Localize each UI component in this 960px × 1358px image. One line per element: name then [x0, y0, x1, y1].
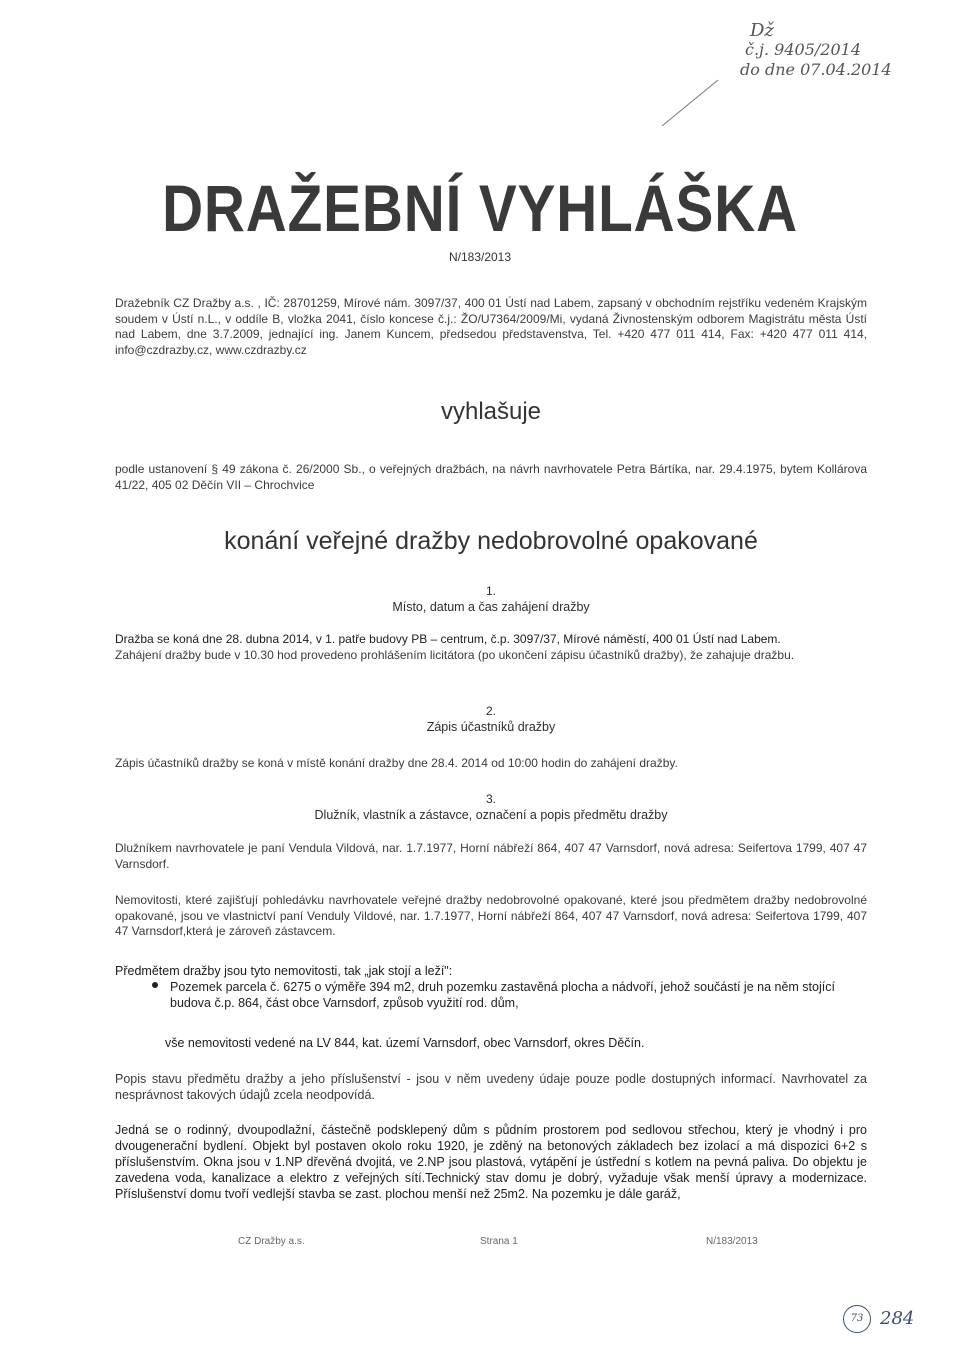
handwritten-note-top-2: č.j. 9405/2014: [745, 40, 862, 59]
auction-type-heading: konání veřejné dražby nedobrovolné opakované: [224, 527, 758, 555]
section-title: Zápis účastníků dražby: [426, 720, 556, 734]
state-note: Popis stavu předmětu dražby a jeho příslušenství - jsou v něm uvedeny údaje pouze podle dostupných informací. Navrhovatel za nesprávnost takových údajů zcela neodpovídá.: [115, 1072, 867, 1102]
subject-item: Pozemek parcela č. 6275 o výměře 394 m2, druh pozemku zastavěná plocha a nádvoří, jehož součástí je na něm stojící budova č.p. 864, část obce Varnsdorf, způsob využití rod. dům,: [170, 980, 835, 1010]
section-number: 1.: [485, 584, 496, 598]
bullet-marker: [152, 982, 158, 988]
legal-basis: podle ustanovení § 49 zákona č. 26/2000 Sb., o veřejných dražbách, na návrh navrhovatele Petra Bártíka, nar. 29.4.1975, bytem Kollárova 41/22, 405 02 Děčín VII – Chrochvice: [115, 462, 867, 492]
pen-stroke-mark: [660, 78, 720, 128]
section-text: Zápis účastníků dražby se koná v místě konání dražby dne 28.4. 2014 od 10:00 hodin do zahájení dražby.: [115, 756, 678, 770]
section-number: 2.: [485, 704, 496, 718]
document-title: DRAŽEBNÍ VYHLÁŠKA: [162, 171, 798, 245]
document-number: N/183/2013: [448, 250, 512, 264]
handwritten-note-top-1: Dž: [750, 20, 774, 41]
section-title: Dlužník, vlastník a zástavce, označení a popis předmětu dražby: [314, 808, 668, 822]
property-description: Jedná se o rodinný, dvoupodlažní, částečně podsklepený dům s půdním prostorem pod sedlovou střechou, který je vhodný i pro dvougenerační bydlení. Objekt byl postaven okolo roku 1920, je zděný na betonových základech bez izolací a má dispozici 6+2 s příslušenstvím. Okna jsou v 1.NP dřevěná dvojitá, ve 2.NP jsou plastová, vytápění je ústřední s kotlem na pevná paliva. Do objektu je zavedena voda, kanalizace a elektro z veřejných sítí.Technický stav domu je dobrý, vyžaduje však menší úpravy a modernizace. Příslušenství domu tvoří vedlejší stavba se zast. plochou menší než 25m2. Na pozemku je dále garáž,: [115, 1123, 867, 1201]
handwritten-note-top-3: do dne 07.04.2014: [740, 60, 892, 79]
footer-doc-number: N/183/2013: [706, 1236, 758, 1247]
subject-heading: Předmětem dražby jsou tyto nemovitosti, tak „jak stojí a leží":: [115, 964, 453, 978]
auctioneer-intro: Dražebník CZ Dražby a.s. , IČ: 28701259, Mírové nám. 3097/37, 400 01 Ústí nad Labem, zapsaný v obchodním rejstříku vedeném Krajským soudem v Ústí n.L., v oddíle B, vložka 2041, číslo koncese č.j.: ŽO/U7364/2009/Mi, vydaná Živnostenským odborem Magistrátu města Ústí nad Labem, dne 3.7.2009, jednající ing. Janem Kuncem, předsedou představenstva, Tel. +420 477 011 414, Fax: +420 477 011 414, info@czdrazby.cz, www.czdrazby.cz: [115, 296, 867, 357]
section-title: Místo, datum a čas zahájení dražby: [392, 600, 590, 614]
announces-heading: vyhlašuje: [440, 398, 542, 425]
page-stamp: 73: [843, 1305, 871, 1333]
section-text: Dlužníkem navrhovatele je paní Vendula Vildová, nar. 1.7.1977, Horní nábřeží 864, 407 47 Varnsdorf, nová adresa: Seifertova 1799, 407 47 Varnsdorf.: [115, 841, 867, 871]
section-text: Zahájení dražby bude v 10.30 hod provedeno prohlášením licitátora (po ukončení zápisu účastníků dražby), že zahajuje dražbu.: [115, 648, 795, 662]
section-text: Dražba se koná dne 28. dubna 2014, v 1. patře budovy PB – centrum, č.p. 3097/37, Mírové náměstí, 400 01 Ústí nad Labem.: [115, 632, 781, 646]
section-text: Nemovitosti, které zajišťují pohledávku navrhovatele veřejné dražby nedobrovolné opakované, které jsou předmětem dražby nedobrovolné opakované, jsou ve vlastnictví paní Venduly Vildové, nar. 1.7.1977, Horní nábřeží 864, 407 47 Varnsdorf, nová adresa: Seifertova 1799, 407 47 Varnsdorf,která je zároveň zástavcem.: [115, 893, 867, 938]
section-number: 3.: [485, 792, 496, 806]
handwritten-page-number: 284: [880, 1308, 915, 1329]
registry-line: vše nemovitosti vedené na LV 844, kat. území Varnsdorf, obec Varnsdorf, okres Děčín.: [165, 1036, 645, 1050]
footer-page: Strana 1: [480, 1236, 518, 1247]
footer-company: CZ Dražby a.s.: [238, 1236, 305, 1247]
